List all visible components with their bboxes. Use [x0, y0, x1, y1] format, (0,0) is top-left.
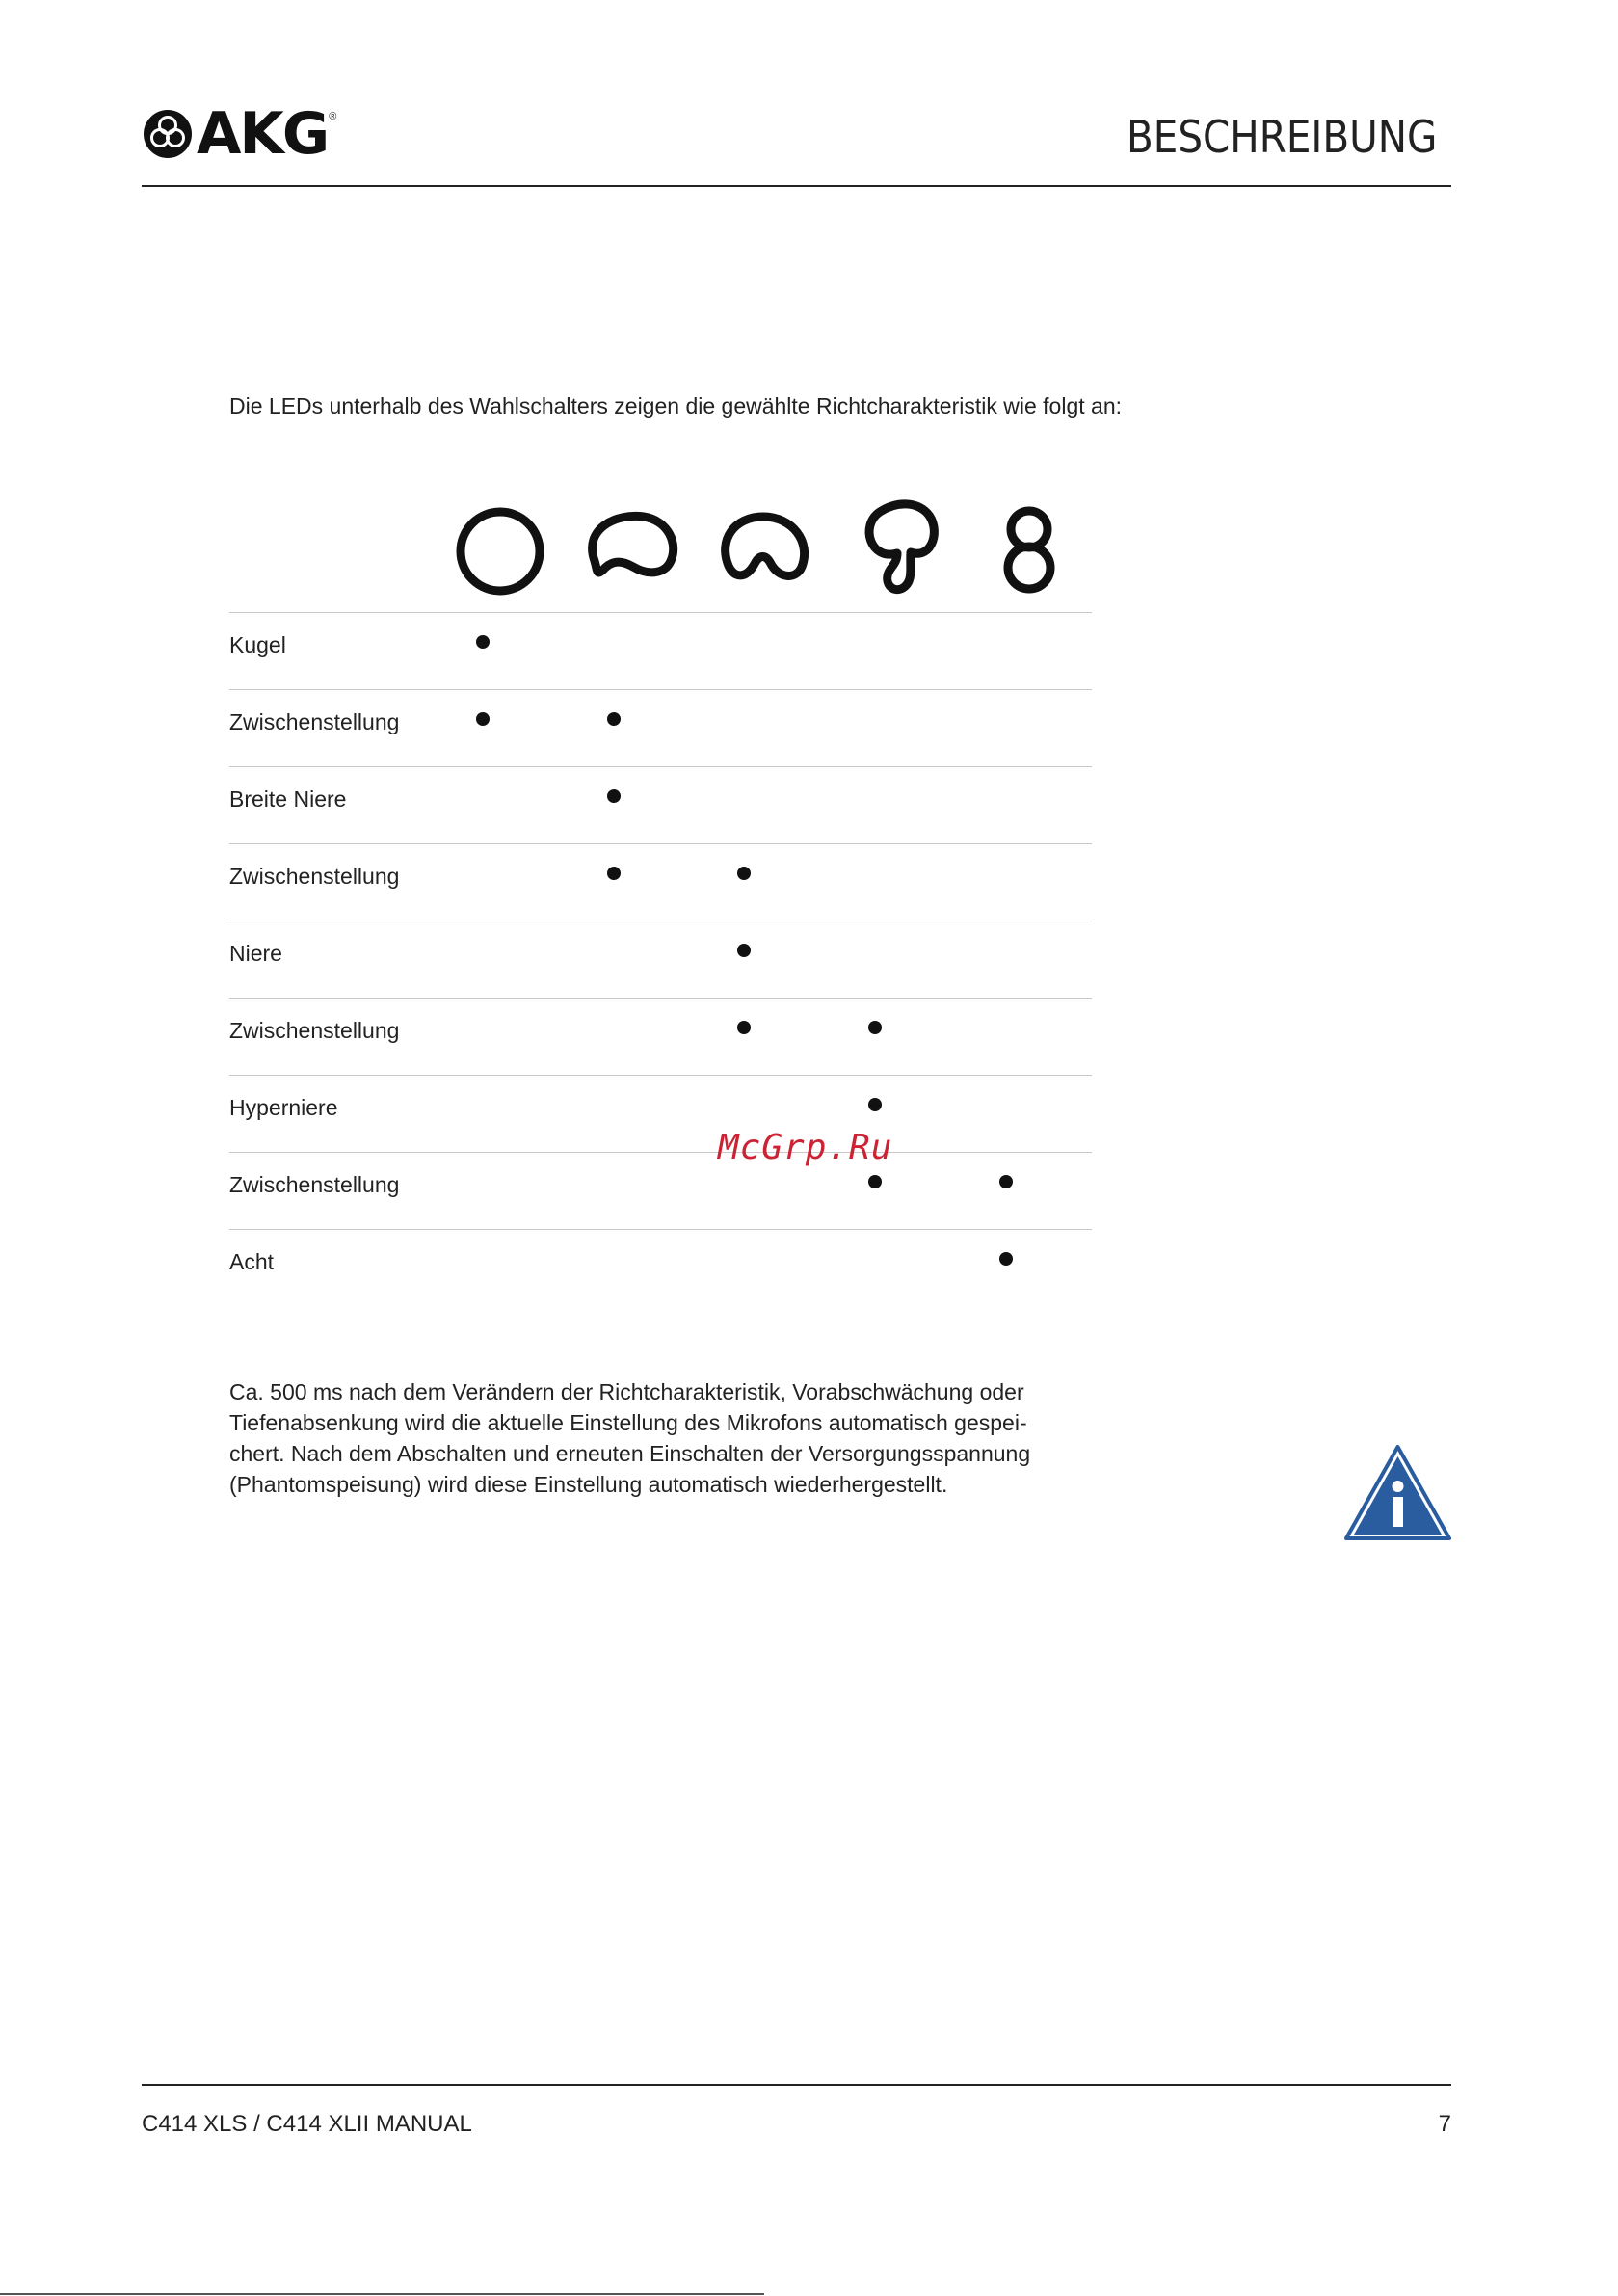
akg-logo-mark-icon [142, 108, 194, 160]
wide-cardioid-icon [593, 516, 674, 573]
led-dot [607, 867, 621, 880]
table-row [229, 689, 1092, 766]
led-dot [607, 712, 621, 726]
row-label: Zwischenstellung [229, 1018, 400, 1043]
table-row [229, 998, 1092, 1075]
akg-logo [142, 100, 337, 168]
registered-mark: ® [329, 111, 337, 122]
brand-name: AKG [197, 100, 329, 168]
led-dot [476, 712, 490, 726]
note-line: (Phantomspeisung) wird diese Einstellung automatisch wiederhergestellt. [229, 1472, 948, 1497]
table-row [229, 766, 1092, 843]
row-label: Zwischenstellung [229, 1172, 400, 1197]
row-label: Hyperniere [229, 1095, 338, 1120]
info-warning-icon [1342, 1443, 1453, 1542]
table-row [229, 843, 1092, 921]
row-label: Kugel [229, 632, 286, 657]
row-label: Niere [229, 941, 282, 966]
memory-note [229, 1376, 1097, 1500]
led-dot [737, 1021, 751, 1034]
manual-title: C414 XLS / C414 XLII MANUAL [142, 2111, 472, 2137]
row-label: Breite Niere [229, 787, 347, 812]
table-row [229, 612, 1092, 689]
omni-icon [461, 512, 540, 591]
hypercardioid-icon [869, 504, 934, 590]
footer-rule [142, 2084, 1451, 2086]
header-rule [142, 185, 1451, 187]
watermark: McGrp.Ru [718, 1128, 893, 1167]
led-dot [868, 1021, 882, 1034]
scan-edge-line [0, 2293, 764, 2295]
row-label: Zwischenstellung [229, 864, 400, 889]
led-dot [737, 944, 751, 957]
section-title: BESCHREIBUNG [1126, 111, 1437, 163]
figure-eight-icon [1008, 511, 1050, 589]
table-row [229, 1229, 1092, 1306]
note-line: Tiefenabsenkung wird die aktuelle Einstellung des Mikrofons automatisch gespei- [229, 1410, 1027, 1435]
table-row [229, 1152, 1092, 1229]
led-dot [476, 635, 490, 649]
row-label: Zwischenstellung [229, 709, 400, 734]
table-row [229, 921, 1092, 998]
led-table [229, 612, 1092, 1306]
note-line: Ca. 500 ms nach dem Verändern der Richtcharakteristik, Vorabschwächung oder [229, 1379, 1024, 1404]
cardioid-icon [726, 517, 805, 575]
led-dot [737, 867, 751, 880]
led-dot [868, 1175, 882, 1188]
table-row [229, 1075, 1092, 1152]
note-line: chert. Nach dem Abschalten und erneuten Einschalten der Versorgungsspannung [229, 1441, 1031, 1466]
led-dot [607, 789, 621, 803]
led-dot [999, 1175, 1013, 1188]
page-number: 7 [1438, 2111, 1451, 2137]
row-label: Acht [229, 1249, 275, 1274]
led-dot [999, 1252, 1013, 1266]
led-dot [868, 1098, 882, 1111]
intro-text: Die LEDs unterhalb des Wahlschalters zeigen die gewählte Richtcharakteristik wie folgt an: [229, 393, 1122, 418]
